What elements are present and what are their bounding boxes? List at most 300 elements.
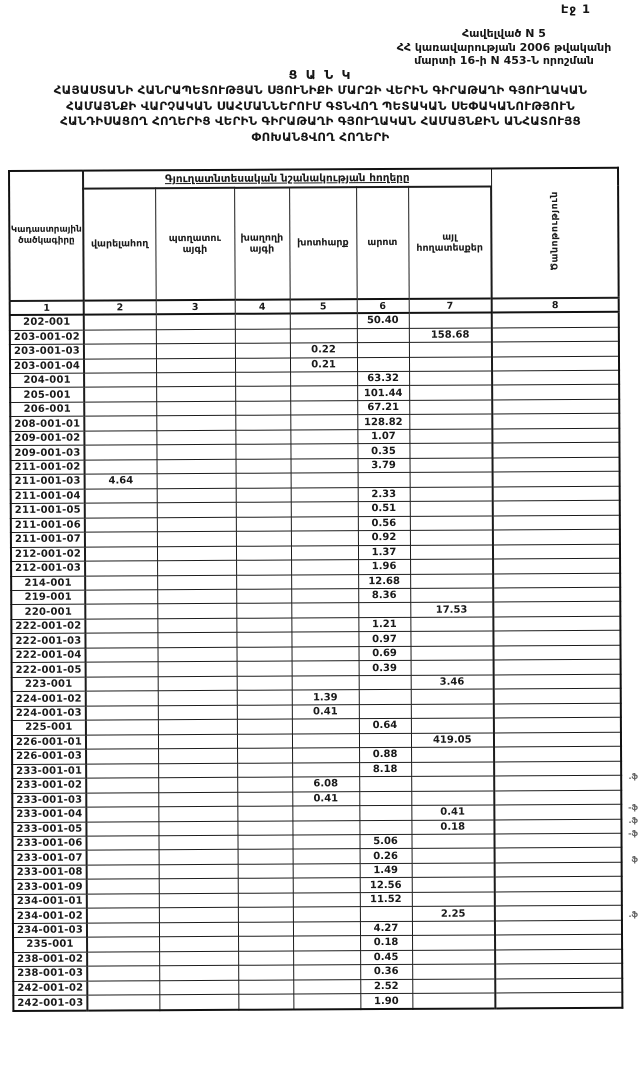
title-line-3: ՀԱՆԴԻՍԱՑՈՂ ՀՈՂԵՐԻՑ ՎԵՐԻՆ ԳԻՐԱԹԱՂԻ ԳՅՈՒՂԱԿԱՆ ՀԱՄԱՅՆՔԻՆ ԱՆՀԱՏՈՒՅՑ bbox=[60, 114, 581, 128]
area-value-cell bbox=[236, 575, 291, 590]
area-value-cell bbox=[492, 341, 619, 356]
header-agricultural-group: Գյուղատնտեսական նշանակության հողերը bbox=[83, 168, 491, 188]
area-value-cell bbox=[235, 329, 290, 344]
area-value-cell bbox=[292, 762, 359, 777]
area-value-cell bbox=[291, 632, 358, 647]
area-value-cell bbox=[493, 486, 620, 501]
area-value-cell bbox=[157, 560, 236, 575]
area-value-cell: 0.22 bbox=[290, 343, 357, 358]
cadastral-code-cell: 234-001-03 bbox=[13, 923, 87, 938]
area-value-cell bbox=[157, 531, 236, 546]
area-value-cell bbox=[86, 691, 158, 706]
area-value-cell bbox=[237, 792, 292, 807]
area-value-cell bbox=[493, 515, 620, 530]
area-value-cell bbox=[493, 602, 620, 617]
area-value-cell bbox=[85, 503, 157, 518]
area-value-cell bbox=[493, 558, 620, 573]
area-value-cell bbox=[290, 444, 357, 459]
area-value-cell bbox=[159, 922, 238, 937]
cadastral-code-cell: 205-001 bbox=[10, 388, 84, 403]
area-value-cell bbox=[237, 777, 292, 792]
appendix-line-1: Հավելված N 5 bbox=[462, 27, 546, 40]
cadastral-code-cell: 212-001-03 bbox=[11, 561, 85, 576]
area-value-cell bbox=[492, 443, 619, 458]
area-value-cell bbox=[291, 487, 358, 502]
cadastral-code-cell: 211-001-07 bbox=[11, 532, 85, 547]
area-value-cell: 1.37 bbox=[358, 545, 410, 560]
cadastral-code-cell: 203-001-04 bbox=[10, 359, 84, 374]
area-value-cell bbox=[237, 705, 292, 720]
area-value-cell bbox=[493, 631, 620, 646]
area-value-cell bbox=[412, 921, 495, 936]
page-number: Էջ 1 bbox=[560, 2, 591, 16]
area-value-cell bbox=[86, 749, 158, 764]
area-value-cell bbox=[409, 342, 492, 357]
area-value-cell: 1.90 bbox=[360, 994, 412, 1010]
area-value-cell bbox=[492, 312, 619, 328]
area-value-cell bbox=[495, 877, 622, 892]
area-value-cell: 6.08 bbox=[292, 777, 359, 792]
area-value-cell: 63.32 bbox=[357, 371, 409, 386]
cadastral-code-cell: 233-001-05 bbox=[12, 822, 86, 837]
area-value-cell bbox=[293, 893, 360, 908]
land-table-wrapper bbox=[8, 167, 621, 1012]
area-value-cell bbox=[87, 951, 159, 966]
title-line-4: ՓՈԽԱՆՑՎՈՂ ՀՈՂԵՐԻ bbox=[251, 129, 390, 144]
area-value-cell bbox=[290, 313, 357, 328]
area-value-cell: 1.49 bbox=[360, 863, 412, 878]
area-value-cell bbox=[87, 923, 159, 938]
area-value-cell bbox=[290, 401, 357, 416]
scan-artifact-mark: ֆ bbox=[631, 855, 638, 864]
area-value-cell bbox=[158, 720, 237, 735]
area-value-cell bbox=[235, 358, 290, 373]
area-value-cell bbox=[291, 618, 358, 633]
area-value-cell bbox=[87, 908, 159, 923]
area-value-cell bbox=[290, 386, 357, 401]
appendix-block bbox=[373, 27, 635, 68]
area-value-cell bbox=[357, 328, 409, 343]
area-value-cell bbox=[85, 517, 157, 532]
area-value-cell bbox=[495, 949, 622, 964]
area-value-cell: 0.35 bbox=[357, 444, 409, 459]
area-value-cell bbox=[411, 689, 494, 704]
area-value-cell bbox=[85, 532, 157, 547]
area-value-cell: 4.64 bbox=[85, 474, 157, 489]
area-value-cell bbox=[494, 645, 621, 660]
area-value-cell: 2.25 bbox=[412, 906, 495, 921]
area-value-cell bbox=[86, 821, 158, 836]
area-value-cell bbox=[158, 705, 237, 720]
title-line-1: ՀԱՅԱՍՏԱՆԻ ՀԱՆՐԱՊԵՏՈՒԹՅԱՆ ՍՅՈՒՆԻՔԻ ՄԱՐԶԻ ՎԵՐԻՆ ԳԻՐԱԹԱՂԻ ԳՅՈՒՂԱԿԱՆ bbox=[53, 83, 588, 97]
area-value-cell bbox=[157, 459, 236, 474]
header-fruit-orchard: պտղատու այգի bbox=[155, 188, 235, 300]
area-value-cell bbox=[158, 835, 237, 850]
cadastral-code-cell: 233-001-09 bbox=[13, 879, 87, 894]
area-value-cell bbox=[156, 445, 235, 460]
area-value-cell bbox=[159, 908, 238, 923]
cadastral-code-cell: 203-001-03 bbox=[10, 344, 84, 359]
col-number-2: 2 bbox=[84, 300, 156, 314]
area-value-cell bbox=[235, 444, 290, 459]
area-value-cell bbox=[359, 776, 411, 791]
col-number-7: 7 bbox=[409, 298, 492, 312]
area-value-cell bbox=[291, 574, 358, 589]
area-value-cell bbox=[410, 487, 493, 502]
area-value-cell bbox=[409, 312, 492, 327]
area-value-cell bbox=[157, 604, 236, 619]
area-value-cell bbox=[236, 589, 291, 604]
area-value-cell bbox=[292, 835, 359, 850]
area-value-cell bbox=[237, 719, 292, 734]
cadastral-code-cell: 233-001-02 bbox=[12, 778, 86, 793]
area-value-cell bbox=[238, 965, 293, 980]
area-value-cell bbox=[291, 458, 358, 473]
area-value-cell bbox=[293, 878, 360, 893]
scan-artifact-mark: .ֆ bbox=[628, 910, 638, 919]
area-value-cell: 0.64 bbox=[359, 719, 411, 734]
area-value-cell bbox=[86, 792, 158, 807]
area-value-cell bbox=[495, 906, 622, 921]
area-value-cell: 0.18 bbox=[360, 936, 412, 951]
area-value-cell: 2.52 bbox=[360, 979, 412, 994]
area-value-cell bbox=[494, 790, 621, 805]
cadastral-code-cell: 212-001-02 bbox=[11, 547, 85, 562]
area-value-cell bbox=[238, 907, 293, 922]
area-value-cell bbox=[494, 660, 621, 675]
cadastral-code-cell: 211-001-04 bbox=[11, 489, 85, 504]
area-value-cell bbox=[158, 662, 237, 677]
area-value-cell bbox=[412, 892, 495, 907]
area-value-cell bbox=[411, 776, 494, 791]
area-value-cell bbox=[410, 458, 493, 473]
area-value-cell bbox=[157, 575, 236, 590]
area-value-cell bbox=[86, 648, 158, 663]
area-value-cell bbox=[293, 921, 360, 936]
area-value-cell bbox=[291, 603, 358, 618]
cadastral-code-cell: 208-001-01 bbox=[10, 416, 84, 431]
cadastral-code-cell: 204-001 bbox=[10, 373, 84, 388]
cadastral-code-cell: 209-001-03 bbox=[10, 445, 84, 460]
area-value-cell: 12.56 bbox=[360, 878, 412, 893]
area-value-cell bbox=[292, 719, 359, 734]
area-value-cell bbox=[236, 473, 291, 488]
area-value-cell bbox=[159, 893, 238, 908]
area-value-cell bbox=[85, 604, 157, 619]
area-value-cell bbox=[493, 573, 620, 588]
cadastral-code-cell: 211-001-05 bbox=[11, 503, 85, 518]
area-value-cell bbox=[411, 762, 494, 777]
area-value-cell bbox=[494, 833, 621, 848]
area-value-cell bbox=[493, 529, 620, 544]
area-value-cell bbox=[236, 517, 291, 532]
area-value-cell bbox=[84, 402, 156, 417]
area-value-cell bbox=[238, 878, 293, 893]
area-value-cell bbox=[157, 502, 236, 517]
area-value-cell bbox=[237, 734, 292, 749]
area-value-cell bbox=[87, 865, 159, 880]
area-value-cell bbox=[157, 633, 236, 648]
cadastral-code-cell: 233-001-03 bbox=[12, 793, 86, 808]
area-value-cell bbox=[494, 775, 621, 790]
title-heading: Ց Ա Ն Կ bbox=[288, 67, 353, 82]
header-arable: վարելահող bbox=[83, 188, 156, 300]
area-value-cell bbox=[237, 676, 292, 691]
area-value-cell bbox=[359, 704, 411, 719]
area-value-cell bbox=[235, 372, 290, 387]
area-value-cell bbox=[87, 894, 159, 909]
area-value-cell bbox=[159, 994, 238, 1010]
area-value-cell bbox=[357, 342, 409, 357]
area-value-cell bbox=[86, 778, 158, 793]
area-value-cell bbox=[159, 951, 238, 966]
area-value-cell bbox=[412, 877, 495, 892]
area-value-cell bbox=[85, 460, 157, 475]
area-value-cell bbox=[87, 879, 159, 894]
area-value-cell bbox=[360, 907, 412, 922]
col-number-5: 5 bbox=[290, 299, 357, 313]
area-value-cell: 158.68 bbox=[409, 328, 492, 343]
area-value-cell bbox=[85, 546, 157, 561]
cadastral-code-cell: 226-001-01 bbox=[12, 735, 86, 750]
area-value-cell bbox=[291, 502, 358, 517]
area-value-cell bbox=[159, 937, 238, 952]
area-value-cell bbox=[492, 385, 619, 400]
area-value-cell: 17.53 bbox=[410, 602, 493, 617]
cadastral-code-cell: 222-001-05 bbox=[12, 662, 86, 677]
area-value-cell: 1.21 bbox=[358, 617, 410, 632]
area-value-cell bbox=[156, 329, 235, 344]
area-value-cell bbox=[409, 429, 492, 444]
area-value-cell bbox=[238, 922, 293, 937]
area-value-cell bbox=[411, 704, 494, 719]
cadastral-code-cell: 219-001 bbox=[11, 590, 85, 605]
cadastral-code-cell: 222-001-02 bbox=[11, 619, 85, 634]
area-value-cell bbox=[359, 805, 411, 820]
cadastral-code-cell: 233-001-01 bbox=[12, 764, 86, 779]
cadastral-code-cell: 235-001 bbox=[13, 937, 87, 952]
appendix-line-2: ՀՀ կառավարության 2006 թվականի bbox=[396, 40, 612, 54]
area-value-cell bbox=[87, 850, 159, 865]
area-value-cell bbox=[411, 747, 494, 762]
area-value-cell bbox=[86, 705, 158, 720]
area-value-cell: 2.33 bbox=[358, 487, 410, 502]
area-value-cell: 0.39 bbox=[359, 661, 411, 676]
cadastral-code-cell: 220-001 bbox=[11, 605, 85, 620]
scan-artifact-mark: .ֆ bbox=[628, 816, 638, 825]
area-value-cell bbox=[158, 676, 237, 691]
area-value-cell bbox=[156, 430, 235, 445]
area-value-cell: 128.82 bbox=[357, 415, 409, 430]
area-value-cell bbox=[84, 387, 156, 402]
area-value-cell: 0.21 bbox=[290, 357, 357, 372]
area-value-cell bbox=[238, 849, 293, 864]
scan-artifact-mark: -ֆ bbox=[628, 829, 638, 838]
area-value-cell bbox=[410, 573, 493, 588]
area-value-cell bbox=[293, 965, 360, 980]
header-note bbox=[491, 168, 619, 299]
area-value-cell bbox=[495, 978, 622, 993]
area-value-cell bbox=[492, 370, 619, 385]
area-value-cell bbox=[290, 328, 357, 343]
area-value-cell bbox=[409, 414, 492, 429]
area-value-cell bbox=[86, 720, 158, 735]
area-value-cell: 0.36 bbox=[360, 965, 412, 980]
area-value-cell bbox=[495, 992, 622, 1008]
area-value-cell bbox=[235, 430, 290, 445]
col-number-3: 3 bbox=[156, 300, 235, 314]
header-note-vertical-text: Ծանոթություն bbox=[549, 191, 561, 271]
scan-artifact-mark: .ֆ bbox=[628, 772, 638, 781]
area-value-cell bbox=[495, 848, 622, 863]
area-value-cell bbox=[157, 474, 236, 489]
area-value-cell bbox=[236, 546, 291, 561]
area-value-cell bbox=[290, 415, 357, 430]
area-value-cell bbox=[86, 836, 158, 851]
area-value-cell: 0.41 bbox=[411, 805, 494, 820]
area-value-cell bbox=[359, 820, 411, 835]
area-value-cell: 0.92 bbox=[358, 531, 410, 546]
area-value-cell bbox=[236, 603, 291, 618]
area-value-cell: 0.18 bbox=[411, 819, 494, 834]
title-line-2: ՀԱՄԱՅՆՔԻ ՎԱՐՉԱԿԱՆ ՍԱՀՄԱՆՆԵՐՈՒՄ ԳՏՆՎՈՂ ՊԵՏԱԿԱՆ ՍԵՓԱԿԱՆՈՒԹՅՈՒՆ bbox=[66, 98, 575, 113]
area-value-cell bbox=[159, 980, 238, 995]
header-pasture: արոտ bbox=[356, 187, 409, 299]
area-value-cell bbox=[85, 561, 157, 576]
area-value-cell bbox=[235, 386, 290, 401]
cadastral-code-cell: 233-001-08 bbox=[13, 865, 87, 880]
area-value-cell bbox=[410, 501, 493, 516]
area-value-cell bbox=[84, 416, 156, 431]
area-value-cell bbox=[86, 763, 158, 778]
area-value-cell bbox=[291, 545, 358, 560]
area-value-cell bbox=[158, 777, 237, 792]
area-value-cell bbox=[291, 589, 358, 604]
area-value-cell bbox=[157, 517, 236, 532]
area-value-cell bbox=[293, 979, 360, 994]
area-value-cell bbox=[410, 516, 493, 531]
area-value-cell bbox=[237, 690, 292, 705]
area-value-cell bbox=[235, 401, 290, 416]
area-value-cell bbox=[236, 531, 291, 546]
area-value-cell: 0.56 bbox=[358, 516, 410, 531]
area-value-cell bbox=[85, 488, 157, 503]
col-number-6: 6 bbox=[357, 299, 409, 313]
area-value-cell bbox=[293, 849, 360, 864]
cadastral-code-cell: 206-001 bbox=[10, 402, 84, 417]
area-value-cell bbox=[492, 327, 619, 342]
area-value-cell bbox=[84, 314, 156, 329]
area-value-cell: 0.97 bbox=[358, 632, 410, 647]
area-value-cell bbox=[158, 734, 237, 749]
col-number-8: 8 bbox=[492, 298, 619, 313]
area-value-cell bbox=[291, 473, 358, 488]
area-value-cell bbox=[358, 603, 410, 618]
area-value-cell bbox=[84, 329, 156, 344]
area-value-cell bbox=[157, 618, 236, 633]
area-value-cell bbox=[292, 733, 359, 748]
area-value-cell bbox=[292, 647, 359, 662]
area-value-cell bbox=[293, 907, 360, 922]
area-value-cell bbox=[410, 588, 493, 603]
area-value-cell: 67.21 bbox=[357, 400, 409, 415]
table-row bbox=[13, 992, 622, 1011]
area-value-cell bbox=[85, 633, 157, 648]
area-value-cell: 8.36 bbox=[358, 588, 410, 603]
area-value-cell bbox=[156, 343, 235, 358]
area-value-cell bbox=[86, 662, 158, 677]
area-value-cell bbox=[493, 457, 620, 472]
area-value-cell bbox=[236, 488, 291, 503]
cadastral-code-cell: 233-001-04 bbox=[12, 807, 86, 822]
cadastral-code-cell: 222-001-03 bbox=[11, 634, 85, 649]
area-value-cell bbox=[495, 891, 622, 906]
area-value-cell bbox=[85, 575, 157, 590]
cadastral-code-cell: 225-001 bbox=[12, 720, 86, 735]
area-value-cell bbox=[494, 674, 621, 689]
area-value-cell bbox=[359, 791, 411, 806]
area-value-cell bbox=[494, 689, 621, 704]
area-value-cell bbox=[412, 950, 495, 965]
area-value-cell bbox=[410, 545, 493, 560]
area-value-cell bbox=[84, 373, 156, 388]
area-value-cell bbox=[410, 646, 493, 661]
land-table bbox=[8, 167, 623, 1012]
col-number-4: 4 bbox=[235, 300, 290, 314]
area-value-cell: 11.52 bbox=[360, 892, 412, 907]
area-value-cell: 1.39 bbox=[292, 690, 359, 705]
area-value-cell bbox=[412, 863, 495, 878]
area-value-cell bbox=[492, 428, 619, 443]
area-value-cell: 50.40 bbox=[357, 313, 409, 328]
area-value-cell bbox=[158, 821, 237, 836]
area-value-cell bbox=[238, 994, 293, 1010]
area-value-cell bbox=[292, 675, 359, 690]
area-value-cell bbox=[292, 820, 359, 835]
area-value-cell bbox=[410, 530, 493, 545]
area-value-cell: 0.69 bbox=[358, 646, 410, 661]
area-value-cell bbox=[235, 415, 290, 430]
area-value-cell bbox=[412, 979, 495, 994]
area-value-cell: 1.07 bbox=[357, 429, 409, 444]
area-value-cell bbox=[493, 544, 620, 559]
cadastral-code-cell: 211-001-03 bbox=[11, 474, 85, 489]
area-value-cell bbox=[293, 936, 360, 951]
area-value-cell bbox=[412, 964, 495, 979]
cadastral-code-cell: 234-001-01 bbox=[13, 894, 87, 909]
area-value-cell bbox=[237, 806, 292, 821]
area-value-cell bbox=[84, 431, 156, 446]
area-value-cell bbox=[157, 546, 236, 561]
cadastral-code-cell: 224-001-02 bbox=[12, 691, 86, 706]
area-value-cell bbox=[359, 690, 411, 705]
area-value-cell bbox=[236, 502, 291, 517]
cadastral-code-cell: 203-001-02 bbox=[10, 330, 84, 345]
area-value-cell bbox=[86, 734, 158, 749]
col-number-1: 1 bbox=[10, 301, 84, 315]
area-value-cell: 0.45 bbox=[360, 950, 412, 965]
area-value-cell: 101.44 bbox=[357, 386, 409, 401]
cadastral-code-cell: 238-001-03 bbox=[13, 966, 87, 981]
area-value-cell bbox=[236, 459, 291, 474]
area-value-cell bbox=[237, 647, 292, 662]
area-value-cell bbox=[237, 821, 292, 836]
area-value-cell bbox=[409, 443, 492, 458]
appendix-line-3: մարտի 16-ի N 453-Ն որոշման bbox=[414, 54, 594, 67]
area-value-cell bbox=[495, 862, 622, 877]
area-value-cell bbox=[359, 733, 411, 748]
area-value-cell bbox=[412, 993, 495, 1009]
